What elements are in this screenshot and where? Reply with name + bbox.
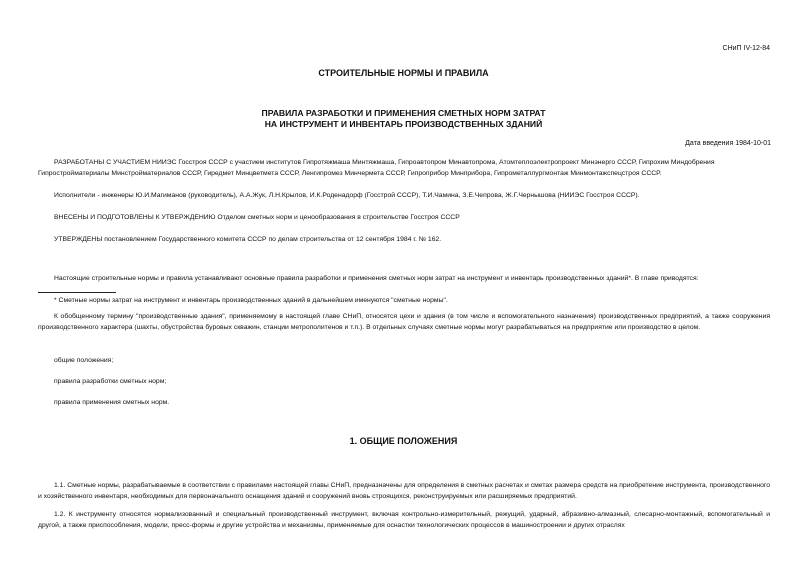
document-code: СНиП IV-12-84 [722, 45, 770, 52]
clause-1-1: 1.1. Сметные нормы, разрабатываемые в соответствии с правилами настоящей главы СНиП, предназначены для определения в сметных расчетах и сметах размера средств на приобретение инструмента, производственного и хозяйственного инвентаря, необходимых для первоначального оснащения зданий и сооружений вновь строящихся, реконструируемых или расширяемых предприятий. [38, 482, 770, 500]
term-definition-paragraph: К обобщенному термину "производственные здания", применяемому в настоящей главе СНиП, относятся цехи и здания (в том числе и вспомогательного назначения) производственных предприятий, а также сооружения производственного характера (шахты, обустройства буровых скважин, станции метрополитенов и т.п.). В отдельных случаях сметные нормы могут разрабатываться на предприятие или производство в целом. [38, 313, 770, 331]
introduction-date: Дата введения 1984-10-01 [685, 140, 771, 147]
list-item: правила применения сметных норм. [54, 399, 170, 406]
section-heading: 1. ОБЩИЕ ПОЛОЖЕНИЯ [349, 436, 458, 446]
list-item: правила разработки сметных норм; [54, 378, 167, 385]
document-title: СТРОИТЕЛЬНЫЕ НОРМЫ И ПРАВИЛА [318, 68, 489, 78]
document-subtitle-line-2: НА ИНСТРУМЕНТ И ИНВЕНТАРЬ ПРОИЗВОДСТВЕННЫХ ЗДАНИЙ [264, 119, 543, 129]
document-subtitle-line-1: ПРАВИЛА РАЗРАБОТКИ И ПРИМЕНЕНИЯ СМЕТНЫХ НОРМ ЗАТРАТ [261, 108, 546, 118]
developed-by-line-2: Гипростройматериалы Минстройматериалов СССР, Гиредмет Минцветмета СССР, Ленгипромез Минчермета СССР, Гипроприбор Минприбора, Гипрометаллургмонтаж Минмонтажспецстроя СССР. [38, 170, 662, 177]
footnote-divider [38, 292, 116, 293]
approved-paragraph: УТВЕРЖДЕНЫ постановлением Государственного комитета СССР по делам строительства от 12 сентября 1984 г. № 162. [54, 236, 442, 243]
intro-paragraph: Настоящие строительные нормы и правила устанавливают основные правила разработки и применения сметных норм затрат на инструмент и инвентарь производственных зданий*. В главе приводятся: [54, 275, 699, 282]
list-item: общие положения; [54, 357, 114, 364]
developed-by-line-1: РАЗРАБОТАНЫ С УЧАСТИЕМ НИИЭС Госстроя СССР с участием институтов Гипротяжмаша Минтяжмаша, Гипроавтопром Минавтопрома, Атомтеплоэлектропроект Минэнерго СССР, Гипрохим Миндобрения [54, 159, 715, 166]
submitted-paragraph: ВНЕСЕНЫ И ПОДГОТОВЛЕНЫ К УТВЕРЖДЕНИЮ Отделом сметных норм и ценообразования в строительстве Госстроя СССР [54, 214, 460, 221]
executors-paragraph: Исполнители - инженеры Ю.И.Магиманов (руководитель), А.А.Жук, Л.Н.Крылов, И.К.Роденадорф (Госстрой СССР), Т.И.Чамина, З.Е.Чепрова, Ж.Г.Чернышова (НИИЭС Госстроя СССР). [54, 192, 640, 199]
clause-1-2: 1.2. К инструменту относятся нормализованный и специальный производственный инструмент, включая контрольно-измерительный, режущий, ударный, абразивно-алмазный, слесарно-монтажный, вспомогательный и другой, а также приспособления, модели, пресс-формы и другие устройства и механизмы, применяемые для оснастки технологических процессов в машиностроении и других отраслях [38, 511, 770, 529]
footnote: * Сметные нормы затрат на инструмент и инвентарь производственных зданий в дальнейшем именуются "сметные нормы". [54, 297, 448, 304]
